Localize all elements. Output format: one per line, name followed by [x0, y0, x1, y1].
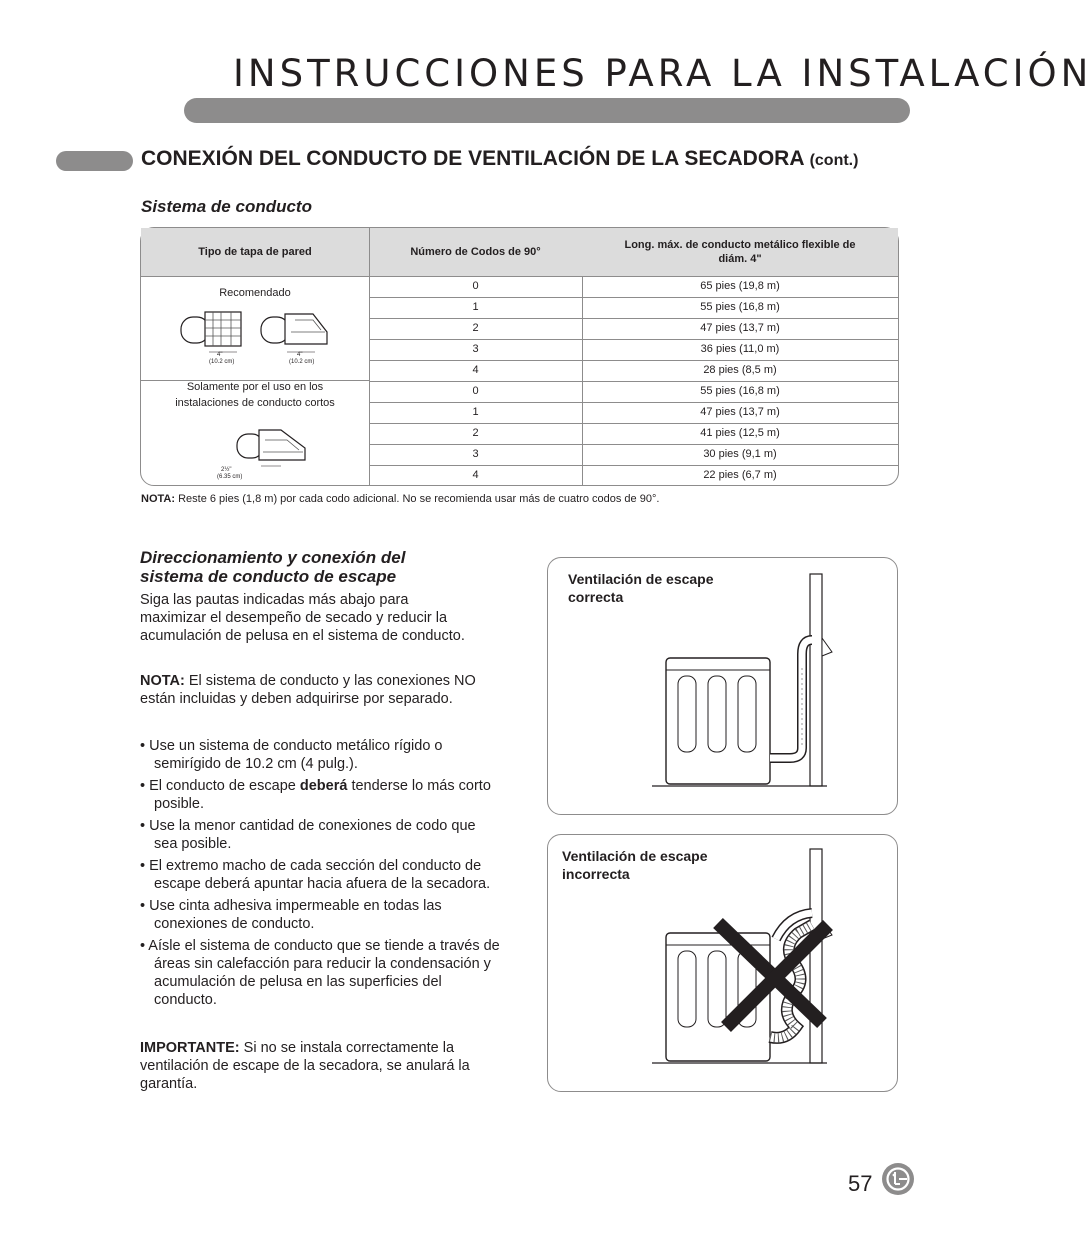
important-note	[140, 1039, 495, 1093]
max-length: 41 pies (12,5 m)	[700, 427, 780, 439]
routing-note	[140, 672, 495, 708]
elbow-count: 3	[472, 448, 479, 460]
table-header	[141, 228, 898, 277]
elbow-count: 0	[472, 385, 479, 397]
table-note	[141, 493, 659, 505]
header-cap-type: Tipo de tapa de pared	[198, 246, 312, 258]
table-row	[369, 318, 898, 340]
elbow-count: 4	[472, 364, 479, 376]
guideline-list	[140, 737, 500, 1013]
list-item: • Use la menor cantidad de conexiones de codo que sea posible.	[140, 818, 476, 852]
page-title: INSTRUCCIONES PARA LA INSTALACIÓN	[233, 52, 1092, 95]
dim-label: (6.35 cm)	[217, 474, 243, 480]
max-length: 22 pies (6,7 m)	[703, 469, 777, 481]
elbow-count: 0	[472, 280, 479, 292]
routing-intro: Siga las pautas indicadas más abajo para maximizar el desempeño de secado y reducir la acumulación de pelusa en el sistema de conducto.	[140, 592, 465, 644]
header-max-length: Long. máx. de conducto metálico flexible de diám. 4"	[624, 239, 856, 265]
max-length: 55 pies (16,8 m)	[700, 385, 780, 397]
routing-heading-line1: Direccionamiento y conexión del	[140, 548, 406, 567]
list-item: • El extremo macho de cada sección del conducto de escape deberá apuntar hacia afuera de la secadora.	[140, 858, 491, 892]
max-length: 55 pies (16,8 m)	[700, 301, 780, 313]
short-run-wall-cap-illustration	[207, 428, 327, 484]
max-length: 65 pies (19,8 m)	[700, 280, 780, 292]
list-item: • El conducto de escape deberá tenderse lo más corto posible.	[140, 778, 491, 812]
table-row	[369, 402, 898, 424]
elbow-count: 1	[472, 406, 479, 418]
dryer-incorrect-vent-illustration	[652, 845, 842, 1071]
recommended-label: Recomendado	[219, 287, 291, 299]
routing-note-label: NOTA:	[140, 673, 185, 689]
table-row	[369, 297, 898, 319]
elbow-count: 1	[472, 301, 479, 313]
note-text: Reste 6 pies (1,8 m) por cada codo adicional. No se recomienda usar más de cuatro codos de 90°.	[175, 493, 660, 505]
max-length: 28 pies (8,5 m)	[703, 364, 777, 376]
list-item: • Use cinta adhesiva impermeable en todas las conexiones de conducto.	[140, 898, 442, 932]
routing-note-text: El sistema de conducto y las conexiones NO están incluidas y deben adquirirse por separado.	[140, 673, 476, 707]
duct-system-heading: Sistema de conducto	[141, 197, 312, 216]
routing-heading	[140, 548, 405, 586]
page-number: 57	[848, 1171, 873, 1196]
dryer-correct-vent-illustration	[652, 572, 842, 792]
elbow-count: 2	[472, 322, 479, 334]
elbow-count: 4	[472, 469, 479, 481]
recommended-wall-caps-illustration	[175, 308, 335, 364]
lg-logo-icon	[881, 1162, 915, 1196]
elbow-count: 2	[472, 427, 479, 439]
list-item: • Use un sistema de conducto metálico rígido o semirígido de 10.2 cm (4 pulg.).	[140, 738, 443, 772]
table-row	[369, 360, 898, 382]
dim-label: 4"	[297, 352, 303, 358]
table-row	[369, 381, 898, 403]
table-row	[369, 276, 898, 298]
incorrect-vent-label: Ventilación de escape incorrecta	[562, 848, 708, 882]
incorrect-vent-figure	[547, 834, 898, 1092]
list-item: • Aísle el sistema de conducto que se tiende a través de áreas sin calefacción para reducir la condensación y acumulación de pelusa en las superficies del conducto.	[140, 938, 500, 1008]
max-length: 30 pies (9,1 m)	[703, 448, 777, 460]
important-label: IMPORTANTE:	[140, 1040, 240, 1056]
correct-vent-label: Ventilación de escape correcta	[568, 571, 714, 605]
section-title-cont: (cont.)	[809, 152, 859, 169]
section-title-text: CONEXIÓN DEL CONDUCTO DE VENTILACIÓN DE LA SECADORA	[141, 147, 804, 170]
max-length: 47 pies (13,7 m)	[700, 406, 780, 418]
dim-label: 4"	[217, 352, 223, 358]
table-row	[369, 423, 898, 445]
table-row	[369, 444, 898, 466]
duct-length-table	[140, 227, 899, 486]
title-bar	[184, 98, 910, 123]
dim-label: (10.2 cm)	[209, 359, 235, 365]
elbow-count: 3	[472, 343, 479, 355]
routing-heading-line2: sistema de conducto de escape	[140, 567, 397, 586]
important-text: Si no se instala correctamente la ventilación de escape de la secadora, se anulará la garantía.	[140, 1040, 470, 1092]
correct-vent-figure	[547, 557, 898, 815]
header-elbows: Número de Codos de 90°	[410, 246, 541, 258]
short-install-label: Solamente por el uso en los instalaciones de conducto cortos	[175, 381, 335, 409]
table-row	[369, 339, 898, 361]
section-title	[141, 147, 858, 171]
table-row	[369, 465, 898, 486]
max-length: 36 pies (11,0 m)	[700, 343, 780, 355]
section-pill	[56, 151, 133, 171]
max-length: 47 pies (13,7 m)	[700, 322, 780, 334]
dim-label: 2½"	[221, 467, 232, 473]
note-label: NOTA:	[141, 493, 176, 505]
dim-label: (10.2 cm)	[289, 359, 315, 365]
